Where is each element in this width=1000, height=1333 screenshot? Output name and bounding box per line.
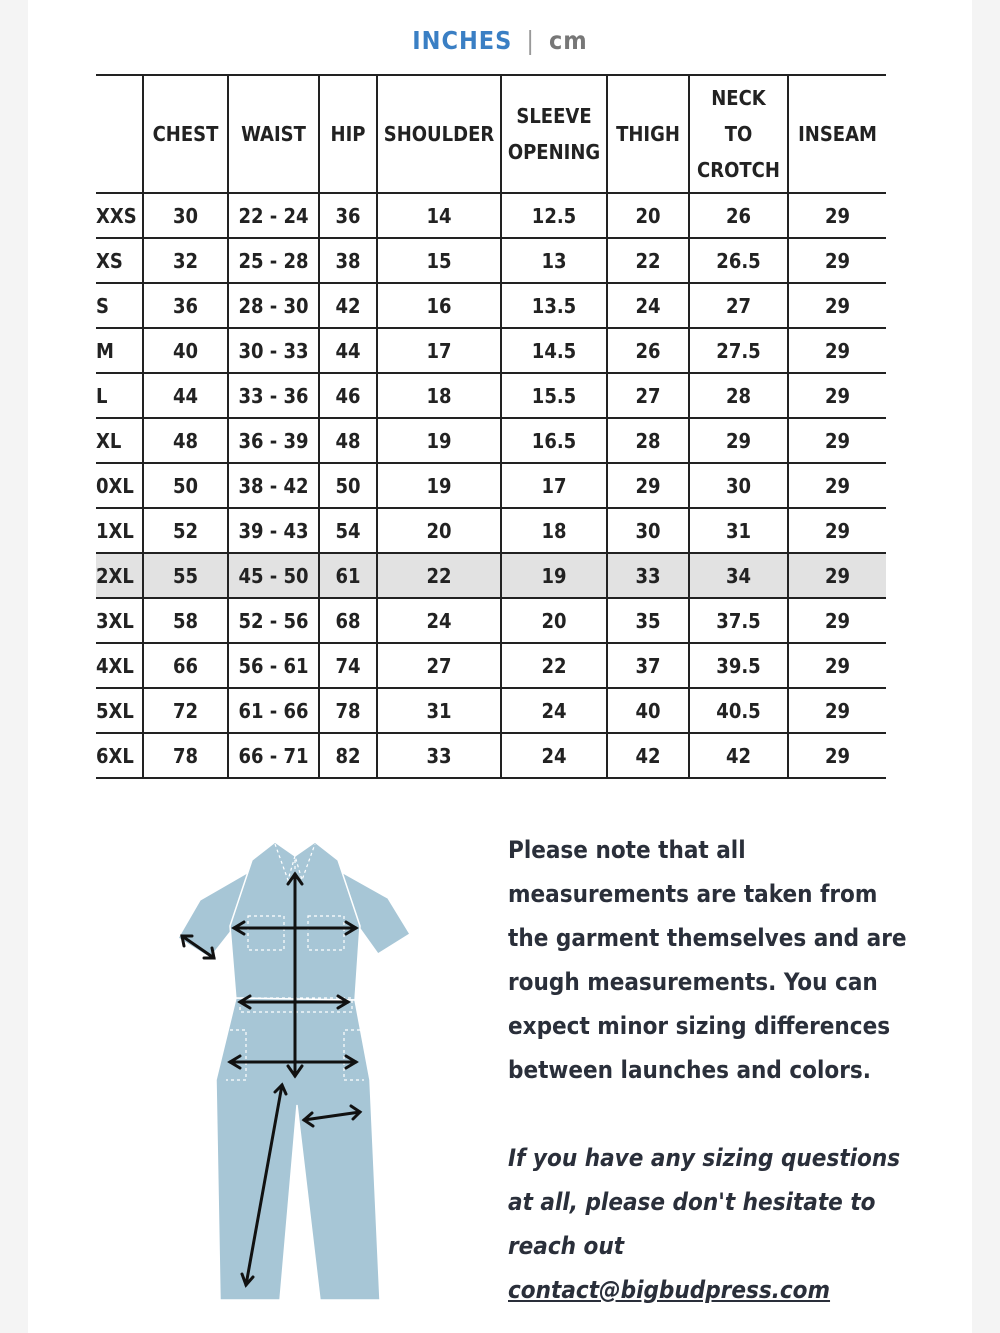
column-header <box>501 75 607 193</box>
size-label: 2XL <box>96 553 143 598</box>
table-cell: 25 - 28 <box>228 238 319 283</box>
table-cell: 82 <box>319 733 377 778</box>
column-header <box>788 75 886 193</box>
table-cell: 29 <box>788 373 886 418</box>
unit-cm-tab[interactable]: cm <box>548 26 588 55</box>
table-cell: 52 <box>143 508 228 553</box>
table-row <box>96 688 886 733</box>
size-label: L <box>96 373 143 418</box>
size-label: XL <box>96 418 143 463</box>
table-cell: 29 <box>607 463 689 508</box>
table-cell: 29 <box>788 598 886 643</box>
table-cell: 30 <box>689 463 788 508</box>
unit-inches-tab[interactable]: INCHES <box>412 26 513 55</box>
column-header <box>377 75 501 193</box>
table-cell: 26 <box>607 328 689 373</box>
table-cell: 52 - 56 <box>228 598 319 643</box>
table-cell: 35 <box>607 598 689 643</box>
table-cell: 30 - 33 <box>228 328 319 373</box>
table-row <box>96 418 886 463</box>
column-header <box>96 75 143 193</box>
table-row <box>96 643 886 688</box>
table-cell: 22 - 24 <box>228 193 319 238</box>
measurement-note-text: Please note that all measurements are taken from the garment themselves and are rough measurements. You can expect minor sizing differences between launches and colors. <box>508 836 907 1084</box>
column-header <box>228 75 319 193</box>
column-header-line: SHOULDER <box>383 122 495 146</box>
table-cell: 29 <box>689 418 788 463</box>
table-row <box>96 463 886 508</box>
table-row <box>96 328 886 373</box>
table-cell: 24 <box>377 598 501 643</box>
table-row <box>96 508 886 553</box>
table-cell: 29 <box>788 553 886 598</box>
table-cell: 29 <box>788 328 886 373</box>
table-cell: 20 <box>501 598 607 643</box>
table-cell: 20 <box>607 193 689 238</box>
column-header-line: THIGH <box>616 122 680 146</box>
table-cell: 72 <box>143 688 228 733</box>
table-cell: 19 <box>377 418 501 463</box>
table-cell: 68 <box>319 598 377 643</box>
table-row <box>96 553 886 598</box>
table-cell: 29 <box>788 418 886 463</box>
table-cell: 40 <box>607 688 689 733</box>
table-row <box>96 238 886 283</box>
column-header-line: INSEAM <box>798 122 877 146</box>
question-text: If you have any sizing questions at all, please don't hesitate to reach out <box>508 1144 901 1260</box>
table-cell: 12.5 <box>501 193 607 238</box>
column-header-line: TO <box>724 122 753 146</box>
table-cell: 54 <box>319 508 377 553</box>
table-cell: 19 <box>501 553 607 598</box>
table-cell: 24 <box>607 283 689 328</box>
table-cell: 13.5 <box>501 283 607 328</box>
table-cell: 66 - 71 <box>228 733 319 778</box>
table-cell: 15.5 <box>501 373 607 418</box>
table-row <box>96 598 886 643</box>
size-label: 6XL <box>96 733 143 778</box>
table-cell: 31 <box>377 688 501 733</box>
column-header <box>319 75 377 193</box>
table-cell: 29 <box>788 463 886 508</box>
table-cell: 61 <box>319 553 377 598</box>
table-cell: 48 <box>319 418 377 463</box>
column-header <box>143 75 228 193</box>
size-label: S <box>96 283 143 328</box>
table-cell: 29 <box>788 643 886 688</box>
table-cell: 30 <box>143 193 228 238</box>
table-row <box>96 373 886 418</box>
table-cell: 19 <box>377 463 501 508</box>
table-cell: 14.5 <box>501 328 607 373</box>
table-cell: 56 - 61 <box>228 643 319 688</box>
column-header-line: OPENING <box>507 140 601 164</box>
table-cell: 33 - 36 <box>228 373 319 418</box>
column-header <box>689 75 788 193</box>
table-cell: 30 <box>607 508 689 553</box>
table-cell: 16 <box>377 283 501 328</box>
column-header-line: SLEEVE <box>516 104 592 128</box>
table-cell: 40 <box>143 328 228 373</box>
size-label: XXS <box>96 193 143 238</box>
size-label: 3XL <box>96 598 143 643</box>
table-row <box>96 193 886 238</box>
table-cell: 39 - 43 <box>228 508 319 553</box>
table-cell: 33 <box>377 733 501 778</box>
unit-separator: | <box>526 26 535 55</box>
table-cell: 29 <box>788 283 886 328</box>
table-cell: 46 <box>319 373 377 418</box>
table-cell: 17 <box>501 463 607 508</box>
table-cell: 16.5 <box>501 418 607 463</box>
table-cell: 29 <box>788 508 886 553</box>
table-cell: 27 <box>377 643 501 688</box>
table-cell: 36 <box>143 283 228 328</box>
size-label: 0XL <box>96 463 143 508</box>
table-cell: 38 <box>319 238 377 283</box>
table-cell: 39.5 <box>689 643 788 688</box>
sizing-note <box>508 828 908 1312</box>
table-cell: 24 <box>501 733 607 778</box>
table-cell: 44 <box>319 328 377 373</box>
table-cell: 28 <box>689 373 788 418</box>
table-cell: 45 - 50 <box>228 553 319 598</box>
table-cell: 36 - 39 <box>228 418 319 463</box>
table-cell: 36 <box>319 193 377 238</box>
table-cell: 26 <box>689 193 788 238</box>
table-cell: 29 <box>788 193 886 238</box>
sizing-question-text <box>508 1136 908 1312</box>
size-label: 5XL <box>96 688 143 733</box>
size-label: 4XL <box>96 643 143 688</box>
size-label: XS <box>96 238 143 283</box>
table-cell: 22 <box>607 238 689 283</box>
table-cell: 55 <box>143 553 228 598</box>
table-cell: 26.5 <box>689 238 788 283</box>
table-cell: 50 <box>143 463 228 508</box>
unit-toggle <box>0 26 1000 55</box>
table-cell: 15 <box>377 238 501 283</box>
table-cell: 32 <box>143 238 228 283</box>
table-cell: 27 <box>689 283 788 328</box>
table-cell: 37.5 <box>689 598 788 643</box>
table-cell: 78 <box>143 733 228 778</box>
column-header-line: CHEST <box>152 122 219 146</box>
table-cell: 27.5 <box>689 328 788 373</box>
column-header-line: CROTCH <box>697 158 780 182</box>
table-cell: 78 <box>319 688 377 733</box>
table-cell: 58 <box>143 598 228 643</box>
table-cell: 37 <box>607 643 689 688</box>
table-cell: 33 <box>607 553 689 598</box>
table-cell: 29 <box>788 733 886 778</box>
size-label: 1XL <box>96 508 143 553</box>
table-cell: 61 - 66 <box>228 688 319 733</box>
table-cell: 22 <box>501 643 607 688</box>
table-cell: 18 <box>501 508 607 553</box>
table-row <box>96 733 886 778</box>
table-cell: 29 <box>788 238 886 283</box>
column-header <box>607 75 689 193</box>
table-row <box>96 283 886 328</box>
table-header-row <box>96 75 886 193</box>
table-cell: 17 <box>377 328 501 373</box>
jumpsuit-measurement-diagram-icon <box>170 830 420 1310</box>
table-cell: 31 <box>689 508 788 553</box>
table-cell: 66 <box>143 643 228 688</box>
column-header-line: HIP <box>330 122 366 146</box>
table-cell: 13 <box>501 238 607 283</box>
table-cell: 29 <box>788 688 886 733</box>
size-label: M <box>96 328 143 373</box>
table-cell: 48 <box>143 418 228 463</box>
table-cell: 74 <box>319 643 377 688</box>
size-chart-table <box>96 74 886 779</box>
table-cell: 28 - 30 <box>228 283 319 328</box>
table-cell: 14 <box>377 193 501 238</box>
table-cell: 27 <box>607 373 689 418</box>
table-cell: 42 <box>319 283 377 328</box>
table-cell: 38 - 42 <box>228 463 319 508</box>
table-cell: 50 <box>319 463 377 508</box>
table-cell: 20 <box>377 508 501 553</box>
contact-email-link[interactable]: contact@bigbudpress.com <box>508 1276 831 1304</box>
table-cell: 42 <box>607 733 689 778</box>
column-header-line: NECK <box>711 86 766 110</box>
table-cell: 28 <box>607 418 689 463</box>
table-cell: 22 <box>377 553 501 598</box>
table-cell: 44 <box>143 373 228 418</box>
column-header-line: WAIST <box>241 122 306 146</box>
table-cell: 18 <box>377 373 501 418</box>
table-cell: 24 <box>501 688 607 733</box>
table-cell: 42 <box>689 733 788 778</box>
table-cell: 34 <box>689 553 788 598</box>
table-cell: 40.5 <box>689 688 788 733</box>
